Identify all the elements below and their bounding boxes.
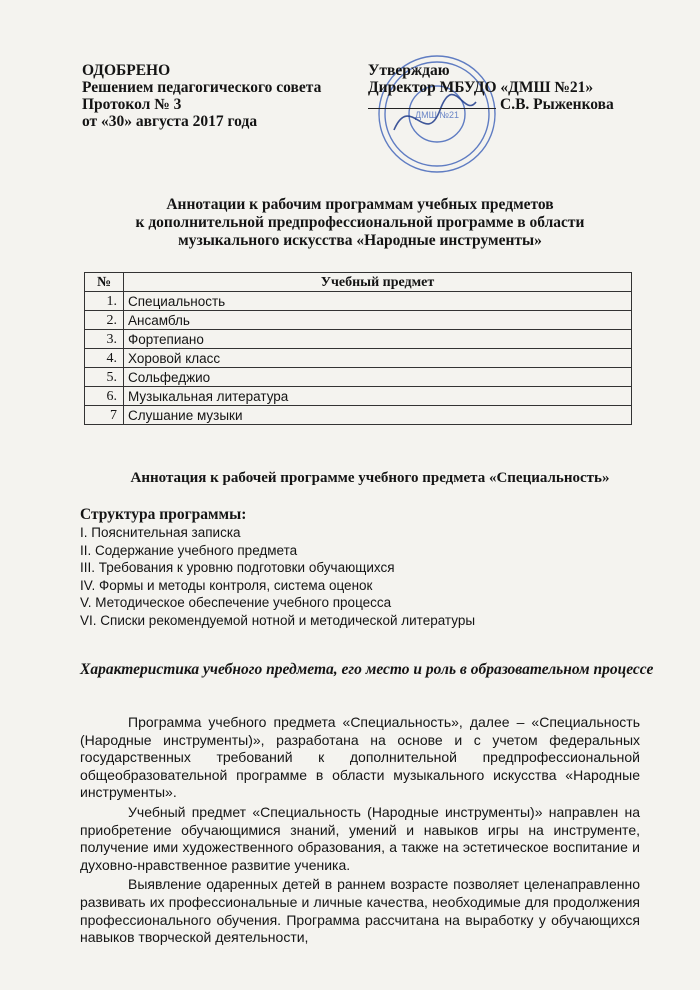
row-subject: Сольфеджио — [124, 368, 632, 387]
table-row — [85, 311, 632, 330]
row-number: 4. — [85, 349, 124, 368]
row-number: 1. — [85, 292, 124, 311]
row-subject: Музыкальная литература — [124, 387, 632, 406]
table-row — [85, 368, 632, 387]
program-structure — [80, 506, 680, 629]
subjects-table — [84, 272, 632, 425]
table-row — [85, 292, 632, 311]
stamp-text: ДМШ №21 — [414, 110, 460, 120]
approval-line-council: Решением педагогического совета — [82, 79, 322, 96]
approval-block — [82, 62, 362, 130]
row-subject: Ансамбль — [124, 311, 632, 330]
table-row — [85, 387, 632, 406]
approve-block — [368, 62, 668, 113]
structure-item: VI. Списки рекомендуемой нотной и методической литературы — [80, 612, 476, 628]
structure-heading: Структура программы: — [80, 506, 247, 523]
row-subject: Специальность — [124, 292, 632, 311]
row-subject: Хоровой класс — [124, 349, 632, 368]
approve-heading: Утверждаю — [368, 62, 450, 79]
paragraph: Выявление одаренных детей в раннем возрасте позволяет целенаправленно развивать их профессиональные и личные качества, необходимые для продолжения профессионального обучения. Программа рассчитана на выработку у обучающихся навыков творческой деятельности, — [80, 876, 640, 946]
title-line-2: к дополнительной предпрофессиональной программе в области — [135, 214, 585, 231]
row-subject: Слушание музыки — [124, 406, 632, 425]
body-text — [80, 714, 640, 949]
paragraph: Программа учебного предмета «Специальность», далее – «Специальность (Народные инструменты)», разработана на основе и с учетом федеральных государственных требований к дополнительной предпрофессиональной общеобразовательной программе в области музыкального искусства «Народные инструменты». — [80, 714, 640, 801]
title-line-3: музыкального искусства «Народные инструменты» — [178, 232, 542, 249]
document-title — [80, 196, 640, 250]
header-number: № — [85, 273, 124, 292]
title-line-1: Аннотации к рабочим программам учебных предметов — [166, 196, 554, 213]
row-number: 5. — [85, 368, 124, 387]
table-row — [85, 349, 632, 368]
structure-item: II. Содержание учебного предмета — [80, 542, 298, 558]
approve-director: Директор МБУДО «ДМШ №21» — [368, 79, 594, 96]
structure-item: IV. Формы и методы контроля, система оценок — [80, 577, 373, 593]
approval-line-protocol: Протокол № 3 — [82, 96, 182, 113]
signature-line — [368, 108, 496, 109]
approval-line-date: от «30» августа 2017 года — [82, 113, 258, 130]
row-number: 2. — [85, 311, 124, 330]
structure-item: I. Пояснительная записка — [80, 525, 241, 540]
annotation-title: Аннотация к рабочей программе учебного предмета «Специальность» — [130, 470, 610, 486]
row-number: 6. — [85, 387, 124, 406]
row-number: 7 — [85, 406, 124, 425]
section-heading: Характеристика учебного предмета, его место и роль в образовательном процессе — [80, 661, 654, 678]
header-subject: Учебный предмет — [124, 273, 632, 292]
table-header-row — [85, 273, 632, 292]
row-number: 3. — [85, 330, 124, 349]
structure-item: V. Методическое обеспечение учебного процесса — [80, 595, 392, 610]
table-row — [85, 330, 632, 349]
row-subject: Фортепиано — [124, 330, 632, 349]
structure-item: III. Требования к уровню подготовки обучающихся — [80, 560, 395, 575]
approval-heading: ОДОБРЕНО — [82, 62, 171, 79]
paragraph: Учебный предмет «Специальность (Народные инструменты)» направлен на приобретение обучающимися знаний, умений и навыков игры на инструменте, получение ими художественного образования, а также на эстетическое воспитание и духовно-нравственное развитие ученика. — [80, 803, 640, 873]
approve-signer: С.В. Рыженкова — [500, 96, 614, 113]
table-row — [85, 406, 632, 425]
